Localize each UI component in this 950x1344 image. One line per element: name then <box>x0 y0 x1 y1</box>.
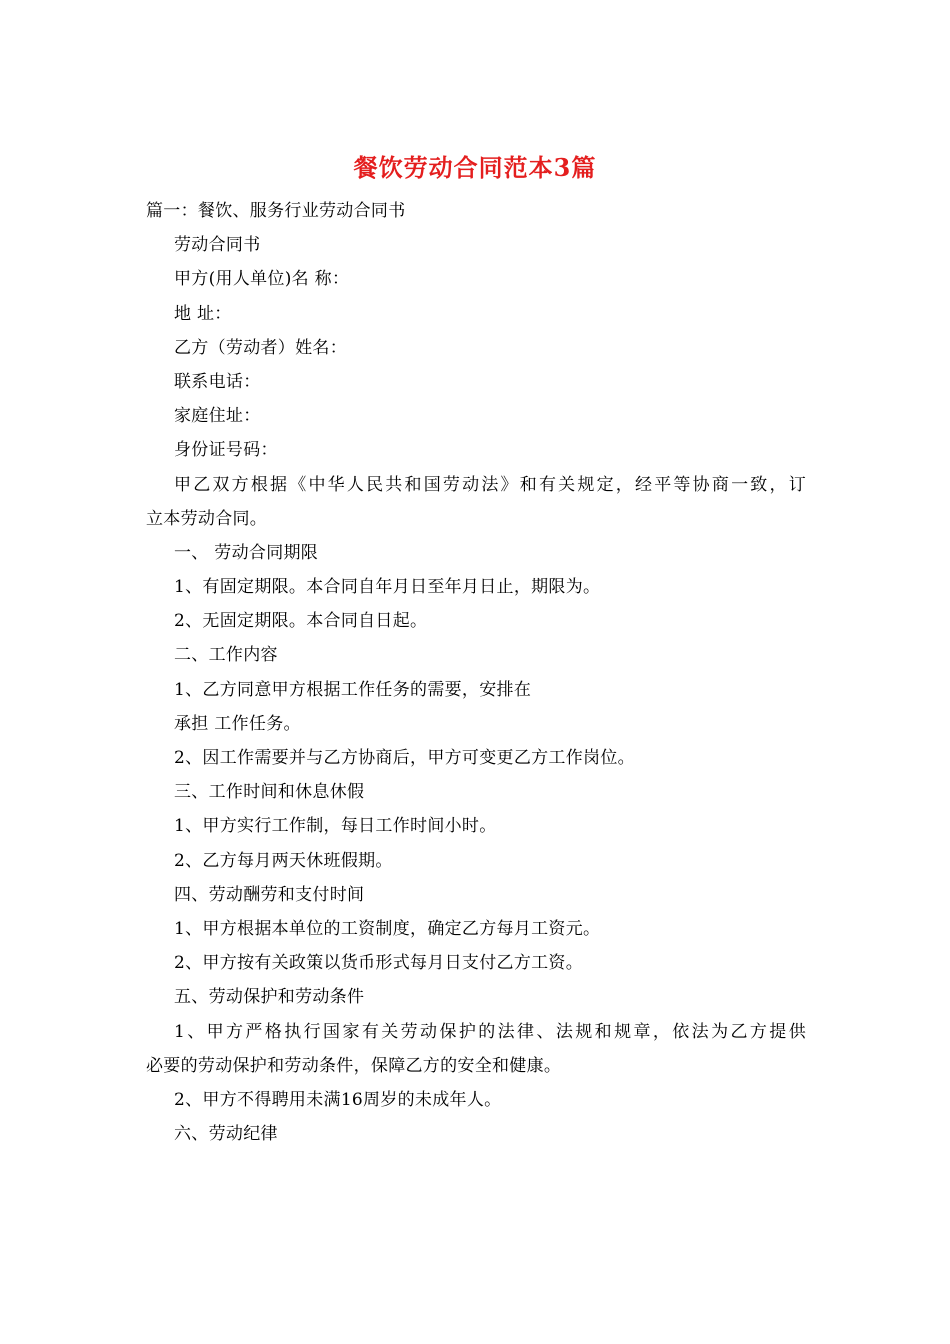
paragraph-line: 六、劳动纪律 <box>174 1124 278 1145</box>
paragraph-line: 甲乙双方根据《中华人民共和国劳动法》和有关规定，经平等协商一致，订 <box>174 474 806 495</box>
paragraph-line: 篇一：餐饮、服务行业劳动合同书 <box>146 201 406 221</box>
paragraph-line: 家庭住址： <box>174 406 261 427</box>
paragraph-line: 地 址： <box>174 303 232 324</box>
paragraph-line: 2、无固定期限。本合同自日起。 <box>174 611 428 632</box>
paragraph-line: 一、 劳动合同期限 <box>174 542 319 563</box>
paragraph-line: 五、劳动保护和劳动条件 <box>174 987 365 1008</box>
paragraph-line: 联系电话： <box>174 371 261 392</box>
paragraph-line: 甲方(用人单位)名 称： <box>174 269 350 290</box>
paragraph-line: 身份证号码： <box>174 440 278 461</box>
paragraph-line: 2、甲方不得聘用未满16周岁的未成年人。 <box>174 1089 502 1110</box>
paragraph-line: 立本劳动合同。 <box>146 508 268 529</box>
paragraph-line: 乙方（劳动者）姓名： <box>174 337 347 358</box>
paragraph-line: 2、因工作需要并与乙方协商后，甲方可变更乙方工作岗位。 <box>174 748 635 768</box>
paragraph-line: 三、工作时间和休息休假 <box>174 782 365 803</box>
paragraph-line: 二、工作内容 <box>174 645 278 666</box>
paragraph-line: 2、乙方每月两天休班假期。 <box>174 850 393 871</box>
document-title: 餐饮劳动合同范本3篇 <box>353 153 597 182</box>
document-body <box>146 194 806 1151</box>
paragraph-line: 1、甲方根据本单位的工资制度，确定乙方每月工资元。 <box>174 918 601 939</box>
paragraph-line: 1、甲方严格执行国家有关劳动保护的法律、法规和规章，依法为乙方提供 <box>174 1021 806 1042</box>
paragraph-line: 1、甲方实行工作制，每日工作时间小时。 <box>174 816 497 837</box>
paragraph-line: 劳动合同书 <box>174 235 261 256</box>
paragraph-line: 1、有固定期限。本合同自年月日至年月日止，期限为。 <box>174 577 601 598</box>
paragraph-line: 四、劳动酬劳和支付时间 <box>174 884 365 905</box>
paragraph-line: 承担 工作任务。 <box>174 713 301 734</box>
paragraph-line: 必要的劳动保护和劳动条件，保障乙方的安全和健康。 <box>146 1055 562 1076</box>
paragraph-line: 1、乙方同意甲方根据工作任务的需要，安排在 <box>174 679 532 700</box>
paragraph-line: 2、甲方按有关政策以货币形式每月日支付乙方工资。 <box>174 953 584 974</box>
